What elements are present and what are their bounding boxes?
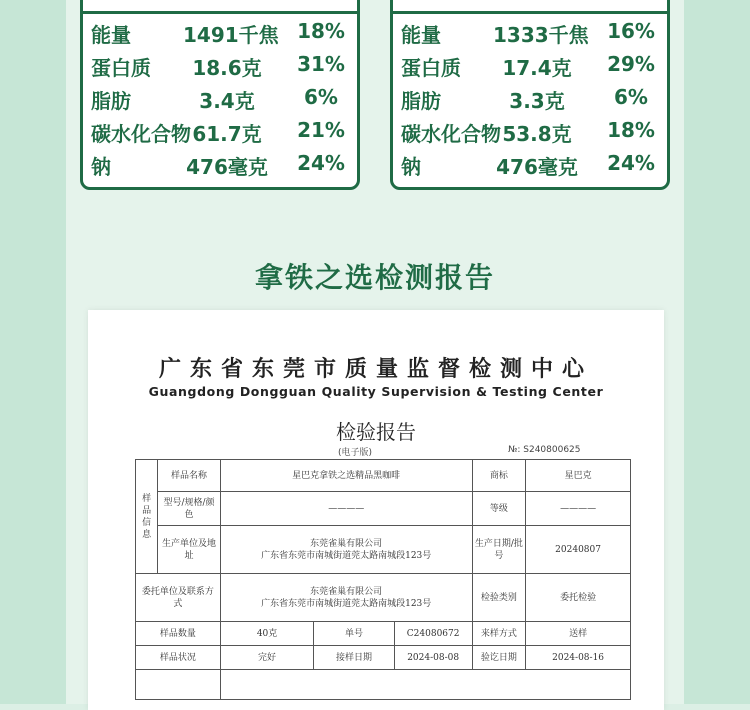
table-row	[136, 526, 631, 574]
table-row	[136, 670, 631, 700]
nutrition-row	[91, 81, 349, 114]
production-date-label: 生产日期/批号	[472, 526, 526, 574]
grade-value: ————	[526, 492, 631, 526]
nutrition-amount: 3.4克	[199, 89, 255, 113]
table-row	[136, 492, 631, 526]
empty-cell	[136, 670, 221, 700]
nutrition-row	[91, 147, 349, 180]
report-number: №: S240800625	[508, 445, 581, 455]
nutrition-row	[91, 114, 349, 147]
sample-name-value: 星巴克拿铁之选精品黑咖啡	[220, 460, 472, 492]
nutrition-amount: 17.4克	[502, 56, 572, 80]
nutrition-nrv-percent: 31%	[297, 52, 345, 76]
client-address: 广东省东莞市南城街道莞太路南城段123号	[261, 598, 432, 609]
table-row	[136, 574, 631, 622]
client-name: 东莞雀巢有限公司	[310, 586, 383, 597]
producer-value	[220, 526, 472, 574]
nutrition-amount: 53.8克	[502, 122, 572, 146]
empty-cell	[220, 670, 630, 700]
table-row	[136, 622, 631, 646]
report-edition: (电子版)	[338, 448, 373, 458]
nutrition-nrv-percent: 24%	[297, 151, 345, 175]
report-title: 检验报告	[336, 420, 416, 444]
producer-name: 东莞雀巢有限公司	[310, 538, 383, 549]
sample-status-label: 样品状况	[136, 646, 221, 670]
quantity-value: 40克	[220, 622, 314, 646]
nutrition-item-name: 蛋白质	[91, 56, 151, 80]
nutrition-nrv-percent: 21%	[297, 118, 345, 142]
model-value: ————	[220, 492, 472, 526]
background-left-panel	[0, 0, 66, 704]
model-label: 型号/规格/颜色	[158, 492, 220, 526]
nutrition-nrv-percent: 18%	[607, 118, 655, 142]
nutrition-amount: 61.7克	[192, 122, 262, 146]
client-value	[220, 574, 472, 622]
brand-value: 星巴克	[526, 460, 631, 492]
nutrition-nrv-percent: 6%	[304, 85, 338, 109]
nutrition-item-name: 蛋白质	[401, 56, 461, 80]
nutrition-row	[91, 48, 349, 81]
quantity-label: 样品数量	[136, 622, 221, 646]
nutrition-row	[401, 114, 659, 147]
nutrition-item-name: 能量	[91, 23, 131, 47]
nutrition-nrv-percent: 24%	[607, 151, 655, 175]
nutrition-amount: 1333千焦	[493, 23, 589, 47]
nutrition-item-name: 脂肪	[91, 89, 131, 113]
sample-status-value: 完好	[220, 646, 314, 670]
card-divider	[83, 11, 357, 14]
sampling-method-label: 来样方式	[472, 622, 526, 646]
nutrition-item-name: 钠	[401, 155, 421, 179]
brand-label: 商标	[472, 460, 526, 492]
nutrition-amount: 1491千焦	[183, 23, 279, 47]
nutrition-nrv-percent: 16%	[607, 19, 655, 43]
nutrition-item-name: 能量	[401, 23, 441, 47]
client-label: 委托单位及联系方式	[136, 574, 221, 622]
nutrition-row	[401, 15, 659, 48]
production-date-value: 20240807	[526, 526, 631, 574]
nutrition-item-name: 钠	[91, 155, 111, 179]
org-name-en: Guangdong Dongguan Quality Supervision & Testing Center	[148, 384, 604, 399]
order-number-label: 单号	[314, 622, 394, 646]
sample-name-label: 样品名称	[158, 460, 220, 492]
table-row	[136, 460, 631, 492]
nutrition-row	[401, 48, 659, 81]
nutrition-row	[401, 147, 659, 180]
nutrition-item-name: 碳水化合物	[91, 122, 191, 146]
inspection-report	[88, 310, 664, 710]
card-divider	[393, 11, 667, 14]
nutrition-nrv-percent: 18%	[297, 19, 345, 43]
background-right-panel	[684, 0, 750, 704]
nutrition-row	[91, 15, 349, 48]
receive-date-value: 2024-08-08	[394, 646, 472, 670]
grade-label: 等级	[472, 492, 526, 526]
org-name-cn: 广东省东莞市质量监督检测中心	[158, 357, 593, 382]
test-type-value: 委托检验	[526, 574, 631, 622]
sample-info-group-label: 样品信息	[136, 460, 158, 574]
nutrition-card-right	[390, 0, 670, 190]
table-row	[136, 646, 631, 670]
test-type-label: 检验类别	[472, 574, 526, 622]
nutrition-item-name: 碳水化合物	[401, 122, 501, 146]
report-table	[135, 459, 631, 700]
section-title: 拿铁之选检测报告	[254, 261, 495, 294]
finish-date-label: 验讫日期	[472, 646, 526, 670]
nutrition-amount: 18.6克	[192, 56, 262, 80]
nutrition-nrv-percent: 29%	[607, 52, 655, 76]
sampling-method-value: 送样	[526, 622, 631, 646]
nutrition-amount: 3.3克	[509, 89, 565, 113]
order-number-value: C24080672	[394, 622, 472, 646]
producer-address: 广东省东莞市南城街道莞太路南城段123号	[261, 550, 432, 561]
nutrition-nrv-percent: 6%	[614, 85, 648, 109]
producer-label: 生产单位及地址	[158, 526, 220, 574]
receive-date-label: 接样日期	[314, 646, 394, 670]
nutrition-amount: 476毫克	[186, 155, 268, 179]
nutrition-amount: 476毫克	[496, 155, 578, 179]
nutrition-card-left	[80, 0, 360, 190]
nutrition-item-name: 脂肪	[401, 89, 441, 113]
nutrition-row	[401, 81, 659, 114]
finish-date-value: 2024-08-16	[526, 646, 631, 670]
